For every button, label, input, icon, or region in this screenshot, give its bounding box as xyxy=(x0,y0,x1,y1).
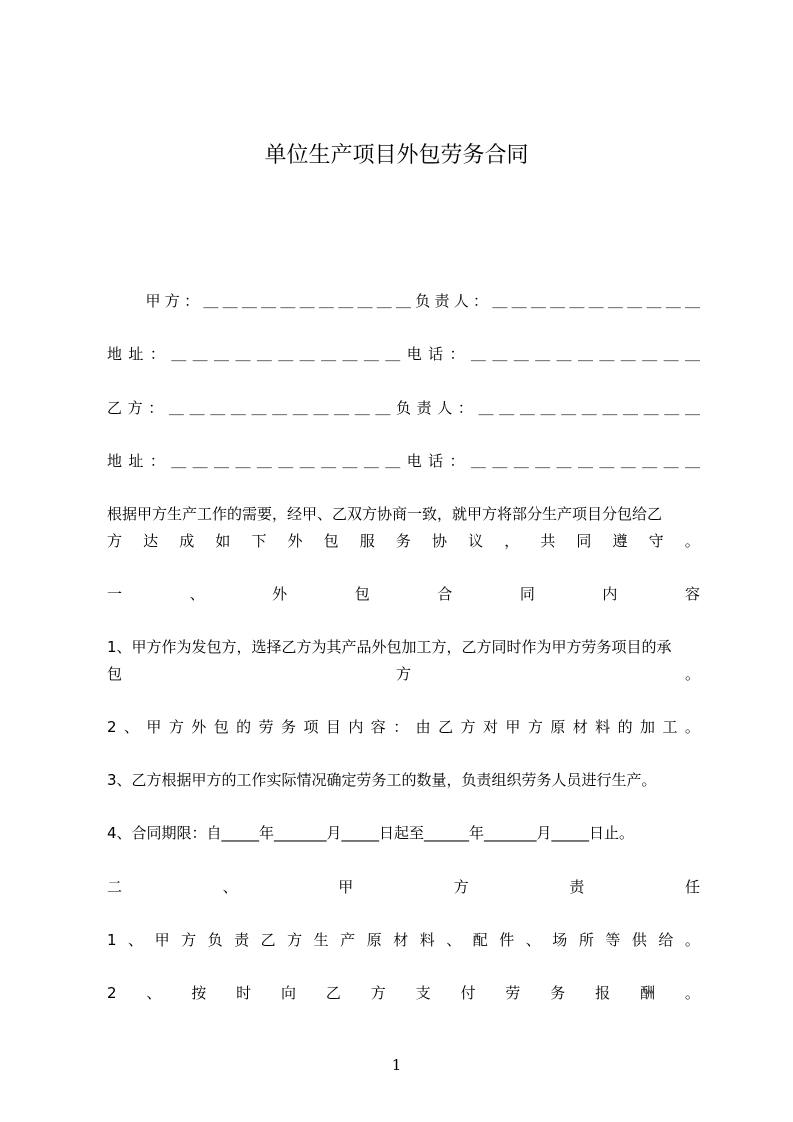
clause-2-1 xyxy=(107,929,700,951)
glyph: ： xyxy=(473,292,489,310)
glyph: 。 xyxy=(684,984,700,1002)
glyph: ＿ xyxy=(214,452,230,470)
glyph: ＿ xyxy=(376,292,392,310)
glyph: 方 xyxy=(370,984,386,1002)
glyph: 甲 xyxy=(146,718,162,736)
glyph: ＿ xyxy=(280,292,296,310)
glyph: 。 xyxy=(684,718,700,736)
glyph: ＿ xyxy=(235,345,251,363)
glyph: ＿ xyxy=(395,292,411,310)
preamble-line-1: 根据甲方生产工作的需要，经甲、乙双方协商一致，就甲方将部分生产项目分包给乙 xyxy=(107,505,663,523)
glyph: ＿ xyxy=(261,292,277,310)
glyph: 。 xyxy=(684,931,700,949)
glyph: 材 xyxy=(572,718,588,736)
party-a-address-line xyxy=(107,343,700,365)
glyph: 、 xyxy=(525,931,541,949)
clause-1-2 xyxy=(107,716,700,738)
glyph: 所 xyxy=(578,931,594,949)
glyph: ， xyxy=(504,532,520,550)
glyph: 责 xyxy=(569,878,585,896)
glyph: ＿ xyxy=(540,399,556,417)
glyph: 地 xyxy=(107,345,123,363)
glyph: ＿ xyxy=(492,345,508,363)
glyph: 协 xyxy=(431,532,447,550)
glyph: ＿ xyxy=(363,345,379,363)
glyph: ： xyxy=(184,292,200,310)
glyph: 、 xyxy=(222,878,238,896)
glyph: 电 xyxy=(406,452,422,470)
glyph: 支 xyxy=(415,984,431,1002)
glyph: 、 xyxy=(189,585,205,603)
glyph: ＿ xyxy=(214,345,230,363)
glyph: ＿ xyxy=(581,399,597,417)
glyph: 报 xyxy=(595,984,611,1002)
glyph: ＿ xyxy=(192,345,208,363)
glyph: ＿ xyxy=(664,399,680,417)
glyph: ＿ xyxy=(334,399,350,417)
glyph: 方 xyxy=(168,718,184,736)
glyph: 方 xyxy=(181,931,197,949)
glyph: 乙 xyxy=(107,399,123,417)
glyph: ： xyxy=(149,345,165,363)
glyph xyxy=(126,290,141,312)
glyph: ＿ xyxy=(278,345,294,363)
glyph: 场 xyxy=(552,931,568,949)
glyph: ＿ xyxy=(299,452,315,470)
glyph: ＿ xyxy=(620,452,636,470)
glyph: ＿ xyxy=(256,452,272,470)
glyph: 责 xyxy=(416,399,432,417)
glyph: 。 xyxy=(684,532,700,550)
glyph: ＿ xyxy=(663,345,679,363)
glyph: 向 xyxy=(281,984,297,1002)
glyph: 守 xyxy=(648,532,664,550)
glyph: ＿ xyxy=(577,452,593,470)
glyph: 方 xyxy=(164,292,180,310)
glyph: 任 xyxy=(684,878,700,896)
glyph: ＿ xyxy=(588,292,604,310)
glyph: 议 xyxy=(468,532,484,550)
glyph: ＿ xyxy=(646,292,662,310)
glyph: 话 xyxy=(428,452,444,470)
glyph: ＿ xyxy=(354,399,370,417)
glyph: 包 xyxy=(213,718,229,736)
glyph: 材 xyxy=(393,931,409,949)
glyph: 外 xyxy=(191,718,207,736)
glyph: 外 xyxy=(287,532,303,550)
glyph: ＿ xyxy=(556,452,572,470)
glyph: ＿ xyxy=(230,399,246,417)
document-title: 单位生产项目外包劳务合同 xyxy=(264,143,529,168)
glyph: 时 xyxy=(236,984,252,1002)
glyph: 二 xyxy=(107,878,123,896)
glyph: 内 xyxy=(348,718,364,736)
glyph: ＿ xyxy=(292,399,308,417)
glyph: ＿ xyxy=(620,345,636,363)
glyph: 等 xyxy=(605,931,621,949)
glyph: 甲 xyxy=(338,878,354,896)
glyph: 务 xyxy=(281,718,297,736)
glyph: 甲 xyxy=(145,292,161,310)
preamble-line-2 xyxy=(107,530,700,552)
glyph: 的 xyxy=(617,718,633,736)
party-a-line xyxy=(107,290,700,312)
glyph: ＿ xyxy=(577,345,593,363)
glyph: 下 xyxy=(251,532,267,550)
glyph: 甲 xyxy=(505,718,521,736)
glyph: 电 xyxy=(406,345,422,363)
glyph: ＿ xyxy=(513,345,529,363)
glyph: 方 xyxy=(127,399,143,417)
glyph: ＿ xyxy=(385,345,401,363)
glyph: 方 xyxy=(107,532,123,550)
glyph: ＿ xyxy=(272,399,288,417)
glyph: 服 xyxy=(359,532,375,550)
glyph: ＿ xyxy=(602,399,618,417)
glyph: ＿ xyxy=(492,292,508,310)
glyph: ＿ xyxy=(561,399,577,417)
glyph: 人 xyxy=(437,399,453,417)
glyph: 方 xyxy=(527,718,543,736)
glyph: ： xyxy=(457,399,473,417)
glyph: 话 xyxy=(428,345,444,363)
glyph: ＿ xyxy=(251,399,267,417)
glyph: ＿ xyxy=(338,292,354,310)
glyph: ＿ xyxy=(499,399,515,417)
glyph: 1 xyxy=(107,931,117,949)
glyph: ＿ xyxy=(318,292,334,310)
glyph: 如 xyxy=(215,532,231,550)
glyph: ＿ xyxy=(530,292,546,310)
party-b-address-line xyxy=(107,450,700,472)
glyph: ＿ xyxy=(535,452,551,470)
glyph: 、 xyxy=(128,931,144,949)
clause-1-3: 3、乙方根据甲方的工作实际情况确定劳务工的数量，负责组织劳务人员进行生产。 xyxy=(107,771,657,789)
glyph: 容 xyxy=(684,585,700,603)
glyph: 、 xyxy=(446,931,462,949)
glyph: 一 xyxy=(107,585,123,603)
glyph: ＿ xyxy=(192,452,208,470)
glyph: 配 xyxy=(472,931,488,949)
glyph: ＿ xyxy=(642,345,658,363)
glyph: 同 xyxy=(519,585,535,603)
page-number: 1 xyxy=(391,1056,402,1074)
glyph: 给 xyxy=(658,931,674,949)
glyph: ＿ xyxy=(299,292,315,310)
glyph: ＿ xyxy=(299,345,315,363)
glyph: ＿ xyxy=(375,399,391,417)
glyph: ＿ xyxy=(313,399,329,417)
glyph: 乙 xyxy=(260,931,276,949)
glyph: 对 xyxy=(482,718,498,736)
glyph: ＿ xyxy=(684,345,700,363)
glyph xyxy=(107,290,122,312)
glyph: ＿ xyxy=(663,452,679,470)
glyph: 达 xyxy=(143,532,159,550)
glyph: 原 xyxy=(366,931,382,949)
glyph: ＿ xyxy=(342,452,358,470)
glyph: 方 xyxy=(453,878,469,896)
glyph: 包 xyxy=(323,532,339,550)
glyph: ＿ xyxy=(599,452,615,470)
glyph: 负 xyxy=(395,399,411,417)
glyph: ： xyxy=(449,452,465,470)
glyph: 人 xyxy=(453,292,469,310)
glyph: 料 xyxy=(595,718,611,736)
glyph: 劳 xyxy=(505,984,521,1002)
glyph: ＿ xyxy=(363,452,379,470)
glyph: 负 xyxy=(415,292,431,310)
glyph: ＿ xyxy=(599,345,615,363)
glyph: 2 xyxy=(107,984,117,1002)
section-2-heading xyxy=(107,876,700,898)
glyph: 共 xyxy=(540,532,556,550)
glyph: ＿ xyxy=(513,452,529,470)
glyph: 包 xyxy=(354,585,370,603)
glyph: 按 xyxy=(191,984,207,1002)
glyph: ＿ xyxy=(607,292,623,310)
glyph: 容 xyxy=(370,718,386,736)
clause-1-4: 4、合同期限：自_____年_______月_____日起至______年_______月_____日止。 xyxy=(107,824,635,842)
glyph: ＿ xyxy=(478,399,494,417)
glyph: ＿ xyxy=(171,345,187,363)
glyph: 原 xyxy=(550,718,566,736)
glyph: 址 xyxy=(128,345,144,363)
glyph: 方 xyxy=(460,718,476,736)
glyph: 方 xyxy=(287,931,303,949)
glyph: 址 xyxy=(128,452,144,470)
clause-1-1-line-1: 1、甲方作为发包方，选择乙方为其产品外包加工方，乙方同时作为甲方劳务项目的承 xyxy=(107,638,672,656)
glyph: 目 xyxy=(325,718,341,736)
glyph: 料 xyxy=(419,931,435,949)
glyph: ＿ xyxy=(189,399,205,417)
glyph: ＿ xyxy=(321,345,337,363)
glyph: 供 xyxy=(631,931,647,949)
glyph: ： xyxy=(149,452,165,470)
glyph: ＿ xyxy=(168,399,184,417)
glyph: ＿ xyxy=(642,452,658,470)
glyph: ＿ xyxy=(623,399,639,417)
glyph: 生 xyxy=(313,931,329,949)
glyph: ＿ xyxy=(256,345,272,363)
glyph: 乙 xyxy=(438,718,454,736)
glyph: ＿ xyxy=(627,292,643,310)
glyph: ＿ xyxy=(385,452,401,470)
glyph: ＿ xyxy=(519,399,535,417)
glyph: 地 xyxy=(107,452,123,470)
glyph: 外 xyxy=(272,585,288,603)
glyph: ＿ xyxy=(684,399,700,417)
glyph: ＿ xyxy=(235,452,251,470)
glyph: 同 xyxy=(576,532,592,550)
glyph: 付 xyxy=(460,984,476,1002)
glyph: 包 xyxy=(107,665,123,683)
glyph: 甲 xyxy=(154,931,170,949)
glyph: ＿ xyxy=(342,345,358,363)
glyph: 工 xyxy=(662,718,678,736)
glyph: 责 xyxy=(434,292,450,310)
glyph: ＿ xyxy=(470,345,486,363)
glyph: ＿ xyxy=(684,292,700,310)
glyph: ＿ xyxy=(222,292,238,310)
glyph: ＿ xyxy=(278,452,294,470)
glyph: 件 xyxy=(499,931,515,949)
glyph: ＿ xyxy=(171,452,187,470)
glyph: 加 xyxy=(640,718,656,736)
party-b-line xyxy=(107,397,700,419)
glyph: 务 xyxy=(550,984,566,1002)
glyph: ＿ xyxy=(470,452,486,470)
glyph: 务 xyxy=(395,532,411,550)
glyph: ＿ xyxy=(643,399,659,417)
glyph: 、 xyxy=(123,718,139,736)
glyph: ＿ xyxy=(357,292,373,310)
glyph: ＿ xyxy=(556,345,572,363)
glyph: 内 xyxy=(602,585,618,603)
glyph: 责 xyxy=(234,931,250,949)
glyph: 。 xyxy=(684,665,700,683)
glyph: ： xyxy=(148,399,164,417)
glyph: ＿ xyxy=(203,292,219,310)
glyph: 负 xyxy=(207,931,223,949)
glyph: ＿ xyxy=(665,292,681,310)
glyph: ＿ xyxy=(241,292,257,310)
glyph: 2 xyxy=(107,718,117,736)
glyph: 乙 xyxy=(325,984,341,1002)
glyph: 酬 xyxy=(640,984,656,1002)
glyph: 、 xyxy=(146,984,162,1002)
glyph: 劳 xyxy=(258,718,274,736)
glyph: 合 xyxy=(437,585,453,603)
glyph: 方 xyxy=(395,665,411,683)
glyph: ： xyxy=(393,718,409,736)
glyph: 产 xyxy=(340,931,356,949)
glyph: 由 xyxy=(415,718,431,736)
clause-1-1-line-2 xyxy=(107,663,700,685)
glyph: ＿ xyxy=(321,452,337,470)
glyph: ＿ xyxy=(492,452,508,470)
glyph: 项 xyxy=(303,718,319,736)
glyph: ＿ xyxy=(535,345,551,363)
glyph: ＿ xyxy=(569,292,585,310)
glyph: 成 xyxy=(179,532,195,550)
glyph: 的 xyxy=(236,718,252,736)
glyph: ＿ xyxy=(550,292,566,310)
glyph: ＿ xyxy=(511,292,527,310)
clause-2-2 xyxy=(107,982,700,1004)
glyph: ： xyxy=(449,345,465,363)
glyph: 遵 xyxy=(612,532,628,550)
section-1-heading xyxy=(107,583,700,605)
glyph: ＿ xyxy=(684,452,700,470)
glyph: ＿ xyxy=(210,399,226,417)
